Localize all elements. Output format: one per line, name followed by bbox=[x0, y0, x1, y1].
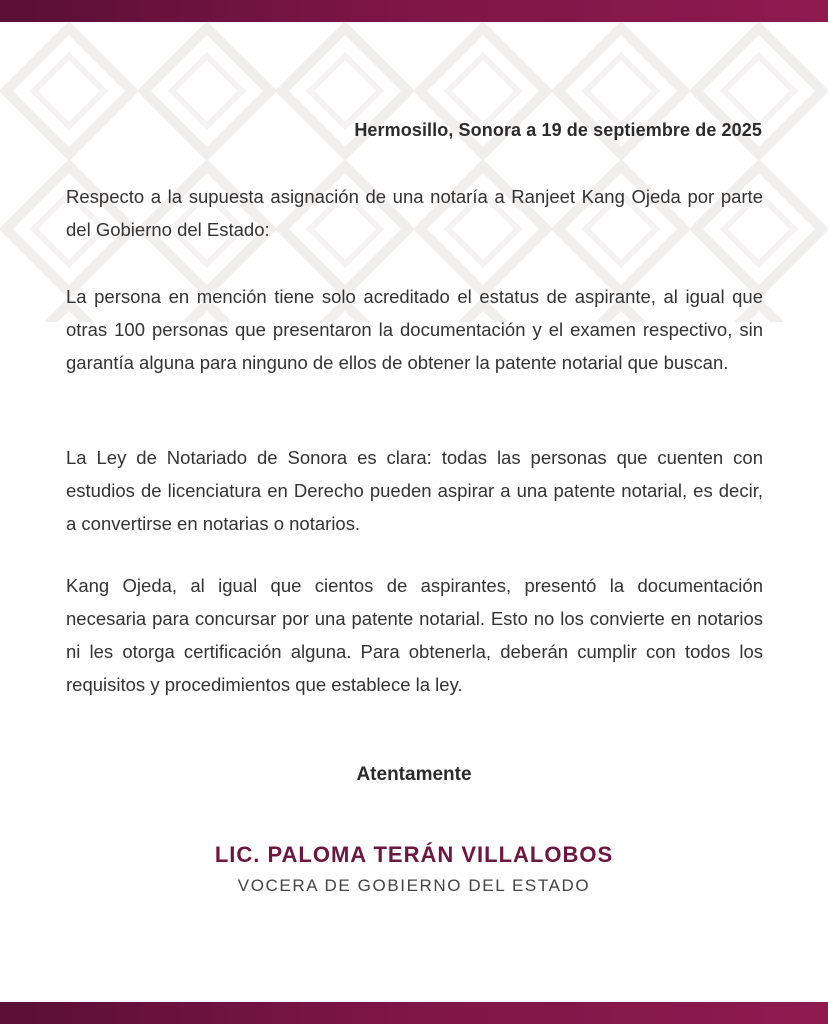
closing: Atentamente bbox=[356, 764, 472, 785]
paragraph-law: La Ley de Notariado de Sonora es clara: todas las personas que cuenten con estudios de licenciatura en Derecho pueden aspirar a una patente notarial, es decir, a convertirse en notarias o notarios. bbox=[66, 447, 763, 534]
paragraph-intro: Respecto a la supuesta asignación de una notaría a Ranjeet Kang Ojeda por parte del Gobierno del Estado: bbox=[66, 186, 763, 240]
paragraph-requirements: Kang Ojeda, al igual que cientos de aspirantes, presentó la documentación necesaria para concursar por una patente notarial. Esto no los convierte en notarios ni les otorga certificación alguna. Para obtenerla, deberán cumplir con todos los requisitos y procedimientos que establece la ley. bbox=[66, 575, 763, 695]
signer-role: VOCERA DE GOBIERNO DEL ESTADO bbox=[237, 876, 591, 895]
bottom-maroon-bar bbox=[0, 1002, 828, 1024]
paragraph-aspirant-status: La persona en mención tiene solo acreditado el estatus de aspirante, al igual que otras 100 personas que presentaron la documentación y el examen respectivo, sin garantía alguna para ninguno de ellos de obtener la patente notarial que buscan. bbox=[66, 286, 763, 373]
place-date: Hermosillo, Sonora a 19 de septiembre de 2025 bbox=[354, 120, 762, 140]
signer-name: LIC. PALOMA TERÁN VILLALOBOS bbox=[214, 842, 614, 867]
